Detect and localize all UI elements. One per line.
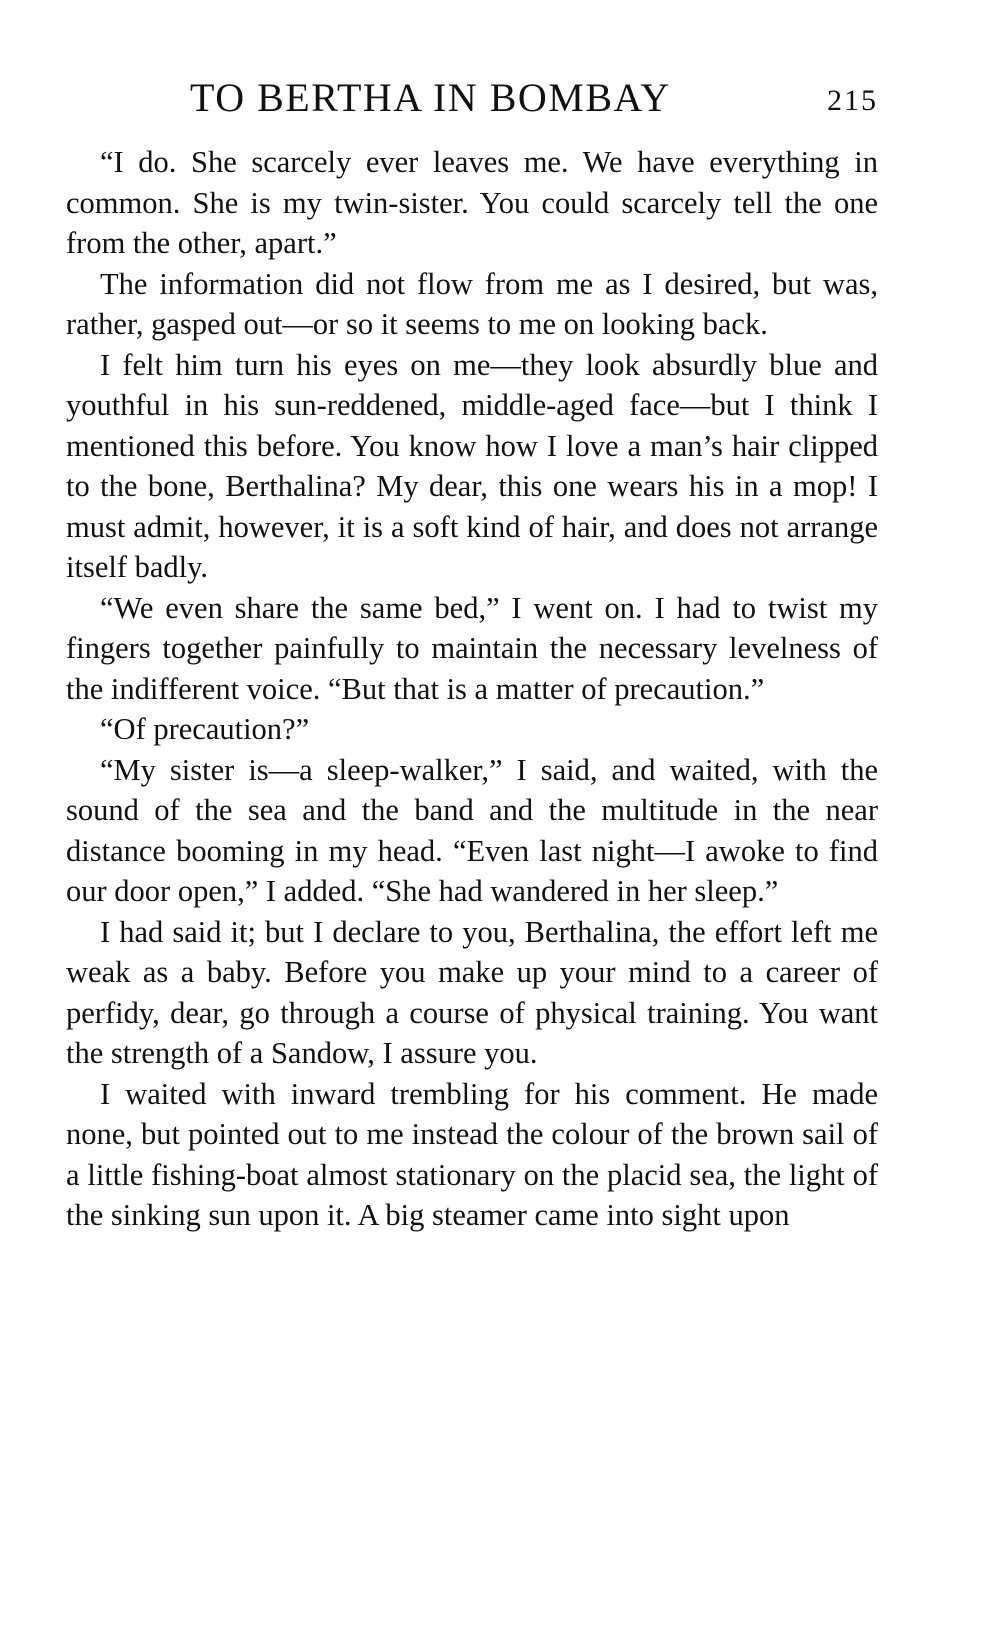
- body-text: [66, 142, 878, 1236]
- paragraph-6: “My sister is—a sleep-walker,” I said, and waited, with the sound of the sea and the band and the multitude in the near distance booming in my head. “Even last night—I awoke to find our door open,” I added. “She had wandered in her sleep.”: [66, 752, 878, 908]
- page-number: 215: [827, 84, 878, 117]
- paragraph-7: I had said it; but I declare to you, Berthalina, the effort left me weak as a baby. Before you make up your mind to a career of perfidy, dear, go through a course of physical training. You want the strength of a Sandow, I assure you.: [66, 914, 878, 1070]
- paragraph-4: “We even share the same bed,” I went on. I had to twist my fingers together painfully to maintain the necessary levelness of the indifferent voice. “But that is a matter of precaution.”: [66, 590, 878, 706]
- running-head: [66, 60, 878, 130]
- book-page: [66, 60, 878, 1236]
- paragraph-2: The information did not flow from me as I desired, but was, rather, gasped out—or so it seems to me on looking back.: [66, 266, 878, 341]
- paragraph-1: “I do. She scarcely ever leaves me. We have everything in common. She is my twin-sister. You could scarcely tell the one from the other, apart.”: [66, 145, 878, 260]
- paragraph-8: I waited with inward trembling for his comment. He made none, but pointed out to me instead the colour of the brown sail of a little fishing-boat almost stationary on the placid sea, the light of the sinking sun upon it. A big steamer came into sight upon: [66, 1076, 878, 1232]
- paragraph-5: “Of precaution?”: [100, 712, 310, 746]
- paragraph-3: I felt him turn his eyes on me—they look absurdly blue and youthful in his sun-reddened, middle-aged face—but I think I mentioned this before. You know how I love a man’s hair clipped to the bone, Berthalina? My dear, this one wears his in a mop! I must admit, however, it is a soft kind of hair, and does not arrange itself badly.: [66, 347, 878, 584]
- running-title: TO BERTHA IN BOMBAY: [190, 75, 671, 120]
